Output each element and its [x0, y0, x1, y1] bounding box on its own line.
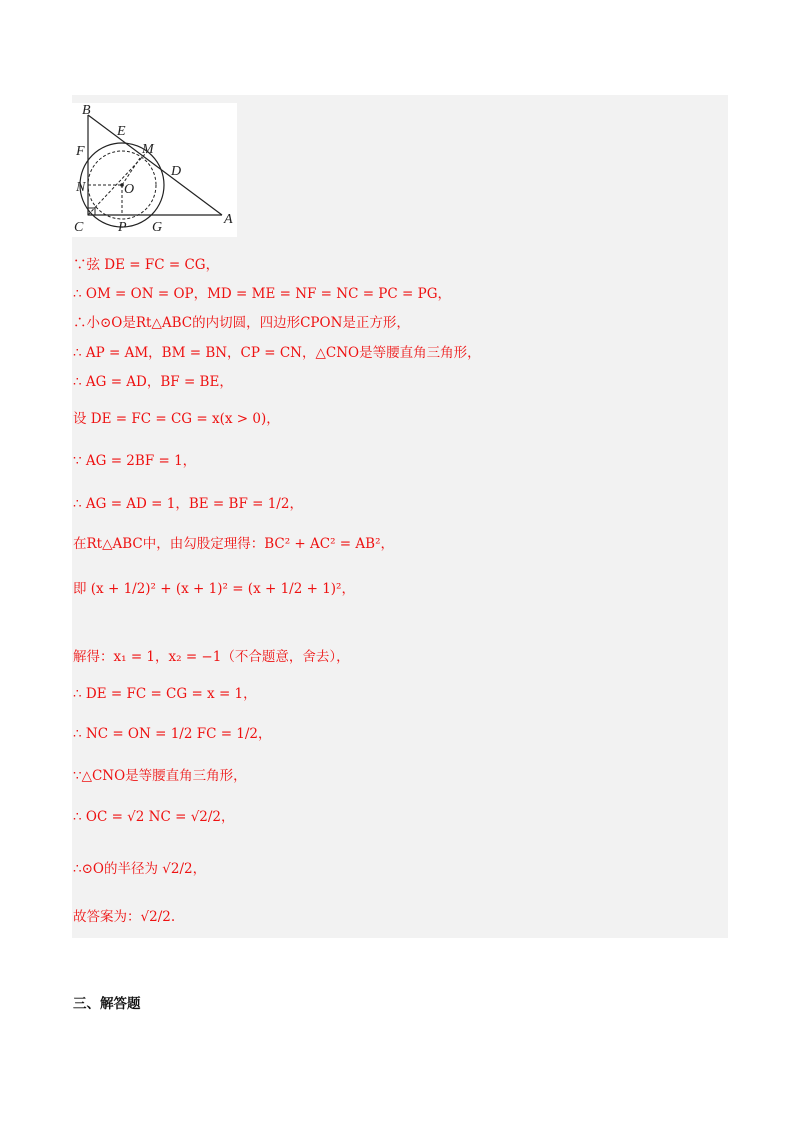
solution-line: 解得：x₁ = 1，x₂ = −1（不合题意，舍去）， [73, 649, 350, 665]
solution-line: ∵△CNO是等腰直角三角形， [73, 768, 247, 784]
label-b: B [82, 103, 91, 118]
label-n: N [76, 180, 86, 195]
solution-line: ∴ AG = AD = 1，BE = BF = 1/2， [73, 496, 303, 512]
solution-line: ∴⊙O的半径为 √2/2， [73, 861, 207, 877]
solution-line: ∴ OC = √2 NC = √2/2， [73, 809, 235, 825]
solution-line: ∵ AG = 2BF = 1， [73, 453, 197, 469]
label-m: M [142, 142, 154, 157]
solution-line: ∴ OM = ON = OP，MD = ME = NF = NC = PC = PG， [73, 286, 451, 302]
label-g: G [152, 220, 163, 235]
label-c: C [74, 220, 84, 235]
geometry-diagram [72, 103, 237, 237]
solution-line: 在Rt△ABC中，由勾股定理得：BC² + AC² = AB²， [73, 536, 394, 552]
solution-line: ∴ DE = FC = CG = x = 1， [73, 686, 257, 702]
solution-line: ∴小⊙O是Rt△ABC的内切圆，四边形CPON是正方形， [73, 315, 410, 331]
geometry-figure [72, 103, 237, 237]
section-heading: 三、解答题 [73, 996, 141, 1012]
solution-line: ∴ NC = ON = 1/2 FC = 1/2， [73, 726, 272, 742]
solution-line: ∴ AG = AD，BF = BE， [73, 374, 233, 390]
label-e: E [117, 124, 126, 139]
solution-line: ∴ AP = AM，BM = BN，CP = CN，△CNO是等腰直角三角形， [73, 345, 481, 361]
solution-line: ∵弦 DE = FC = CG， [73, 257, 220, 273]
solution-line: 设 DE = FC = CG = x(x > 0)， [73, 411, 280, 427]
label-a: A [224, 212, 233, 227]
label-o: O [124, 182, 135, 197]
solution-line: 即 (x + 1/2)² + (x + 1)² = (x + 1/2 + 1)²， [73, 581, 355, 597]
label-f: F [76, 144, 85, 159]
label-p: P [118, 220, 127, 235]
solution-line: 故答案为：√2/2. [73, 909, 176, 925]
label-d: D [171, 164, 182, 179]
